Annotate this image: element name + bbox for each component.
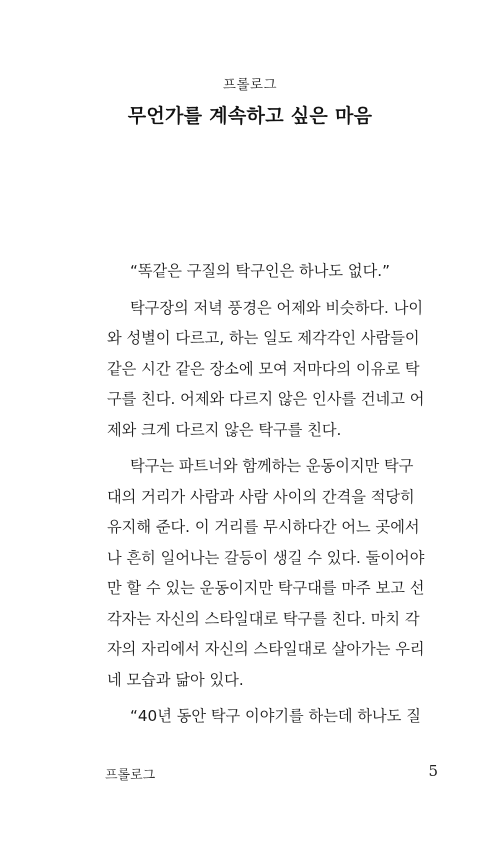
section-label: 프롤로그 [222, 77, 278, 93]
paragraph-line: 네 모습과 닮아 있다. [107, 670, 244, 689]
paragraph-line: 탁구는 파트너와 함께하는 운동이지만 탁구 [130, 457, 414, 475]
paragraph-line: 대의 거리가 사람과 사람 사이의 간격을 적당히 [107, 487, 415, 506]
paragraph-line: “똑같은 구질의 탁구인은 하나도 없다.” [130, 262, 390, 280]
body-text [107, 256, 441, 732]
paragraph-line: “40년 동안 탁구 이야기를 하는데 하나도 질 [130, 707, 421, 725]
running-footer-label: 프롤로그 [105, 768, 156, 783]
paragraph-line: 만 할 수 있는 운동이지만 탁구대를 마주 보고 선 [107, 579, 425, 597]
paragraph-line: 와 성별이 다르고, 하는 일도 제각각인 사람들이 [107, 329, 420, 347]
paragraph-line: 같은 시간 같은 장소에 모여 저마다의 이유로 탁 [107, 359, 420, 378]
paragraph-line: 나 흔히 일어나는 갈등이 생길 수 있다. 둘이어야 [107, 548, 425, 567]
paragraph-line: 자의 자리에서 자신의 스타일대로 살아가는 우리 [107, 640, 425, 658]
paragraph-line: 구를 친다. 어제와 다르지 않은 인사를 건네고 어 [107, 390, 425, 408]
paragraph-line: 유지해 준다. 이 거리를 무시하다간 어느 곳에서 [107, 518, 420, 536]
paragraph-line: 탁구장의 저녁 풍경은 어제와 비슷하다. 나이 [130, 298, 424, 317]
paragraph-line: 각자는 자신의 스타일대로 탁구를 친다. 마치 각 [107, 609, 420, 628]
chapter-title: 무언가를 계속하고 싶은 마음 [127, 105, 373, 127]
paragraph-line: 제와 크게 다르지 않은 탁구를 친다. [107, 420, 342, 439]
page-number: 5 [428, 762, 438, 780]
